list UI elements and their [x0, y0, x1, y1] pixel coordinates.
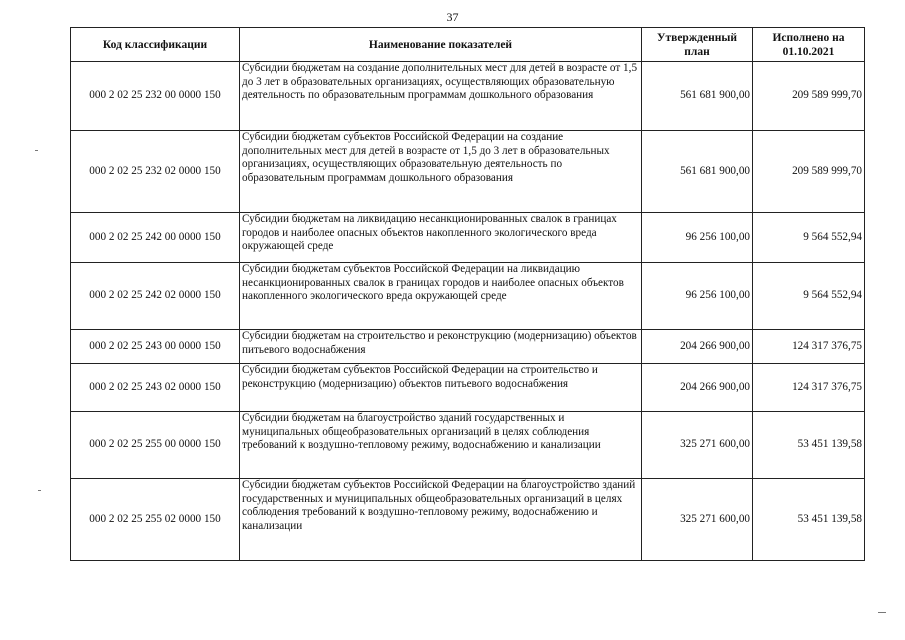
row-executed: 209 589 999,70 [753, 131, 865, 213]
row-executed: 124 317 376,75 [753, 330, 865, 364]
row-code: 000 2 02 25 232 00 0000 150 [71, 62, 240, 131]
page-number: 37 [446, 10, 459, 24]
row-plan: 325 271 600,00 [642, 479, 753, 561]
budget-table [70, 27, 865, 561]
row-name: Субсидии бюджетам субъектов Российской Федерации на ликвидацию несанкционированных свалок в границах городов и наиболее опасных объектов накопленного экологического вреда окружающей среде [240, 263, 642, 330]
row-code: 000 2 02 25 255 00 0000 150 [71, 412, 240, 479]
row-plan: 325 271 600,00 [642, 412, 753, 479]
row-code: 000 2 02 25 243 02 0000 150 [71, 364, 240, 412]
header-name: Наименование показателей [240, 28, 642, 62]
row-name: Субсидии бюджетам на создание дополнительных мест для детей в возрасте от 1,5 до 3 лет в образовательных организациях, осуществляющих образовательную деятельность по образовательным программам дошкольного образования [240, 62, 642, 131]
row-executed: 209 589 999,70 [753, 62, 865, 131]
row-plan: 96 256 100,00 [642, 263, 753, 330]
row-name: Субсидии бюджетам субъектов Российской Федерации на строительство и реконструкцию (модернизацию) объектов питьевого водоснабжения [240, 364, 642, 412]
row-name: Субсидии бюджетам на строительство и реконструкцию (модернизацию) объектов питьевого водоснабжения [240, 330, 642, 364]
header-code: Код классификации [71, 28, 240, 62]
row-code: 000 2 02 25 242 02 0000 150 [71, 263, 240, 330]
row-plan: 561 681 900,00 [642, 131, 753, 213]
table-row [71, 213, 865, 263]
margin-mark [35, 150, 38, 151]
table-row [71, 62, 865, 131]
margin-mark [878, 612, 886, 613]
table-row [71, 412, 865, 479]
row-plan: 204 266 900,00 [642, 364, 753, 412]
row-name: Субсидии бюджетам субъектов Российской Федерации на создание дополнительных мест для детей в возрасте от 1,5 до 3 лет в образовательных организациях, осуществляющих образовательную деятельность по образовательным программам дошкольного образования [240, 131, 642, 213]
row-code: 000 2 02 25 243 00 0000 150 [71, 330, 240, 364]
margin-mark [38, 490, 41, 491]
header-executed: Исполнено на 01.10.2021 [753, 28, 865, 62]
row-name: Субсидии бюджетам на ликвидацию несанкционированных свалок в границах городов и наиболее опасных объектов накопленного экологического вреда окружающей среде [240, 213, 642, 263]
table-row [71, 364, 865, 412]
header-plan: Утвержденный план [642, 28, 753, 62]
row-name: Субсидии бюджетам на благоустройство зданий государственных и муниципальных общеобразовательных организаций в целях соблюдения требований к воздушно-тепловому режиму, водоснабжению и канализации [240, 412, 642, 479]
row-code: 000 2 02 25 242 00 0000 150 [71, 213, 240, 263]
table-row [71, 479, 865, 561]
table-row [71, 330, 865, 364]
table-header-row [71, 28, 865, 62]
row-executed: 9 564 552,94 [753, 213, 865, 263]
row-code: 000 2 02 25 232 02 0000 150 [71, 131, 240, 213]
table-row [71, 131, 865, 213]
row-code: 000 2 02 25 255 02 0000 150 [71, 479, 240, 561]
row-executed: 53 451 139,58 [753, 479, 865, 561]
row-plan: 204 266 900,00 [642, 330, 753, 364]
table-row [71, 263, 865, 330]
row-plan: 561 681 900,00 [642, 62, 753, 131]
row-name: Субсидии бюджетам субъектов Российской Федерации на благоустройство зданий государственных и муниципальных общеобразовательных организаций в целях соблюдения требований к воздушно-тепловому режиму, водоснабжению и канализации [240, 479, 642, 561]
row-executed: 124 317 376,75 [753, 364, 865, 412]
row-executed: 9 564 552,94 [753, 263, 865, 330]
row-executed: 53 451 139,58 [753, 412, 865, 479]
row-plan: 96 256 100,00 [642, 213, 753, 263]
